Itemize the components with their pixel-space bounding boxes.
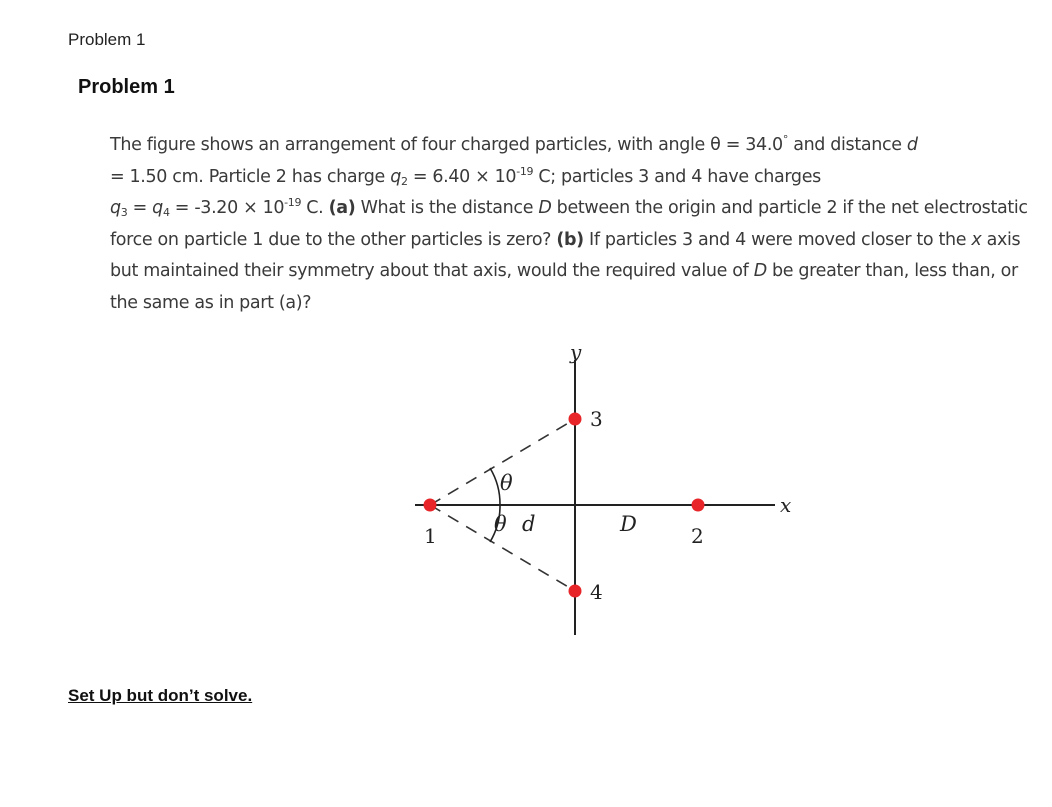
var-d: d <box>906 135 918 155</box>
exponent: -19 <box>284 196 302 209</box>
theta-label-top: θ <box>500 471 513 495</box>
y-axis-label: y <box>570 340 582 364</box>
theta-label-bottom: θ <box>494 512 507 536</box>
var-D: D <box>753 261 767 281</box>
particle-4-label: 4 <box>590 580 603 604</box>
text-segment: and distance <box>787 135 907 155</box>
var-q3: q <box>110 198 121 218</box>
degree-symbol: ° <box>782 133 788 146</box>
text-segment: = 6.40 × 10 <box>407 166 517 187</box>
subscript-3: 3 <box>120 206 128 219</box>
text-segment: What is the distance <box>355 198 539 218</box>
distance-d-label: d <box>522 512 536 536</box>
part-b-label: (b) <box>556 229 584 250</box>
var-D: D <box>538 198 552 218</box>
text-segment: be greater than, less than, or the same as in part (a)? <box>110 261 1018 313</box>
angle-value: 34.0 <box>745 135 783 155</box>
particle-2 <box>692 499 705 512</box>
setup-instruction: Set Up but don’t solve. <box>68 686 253 705</box>
part-a-label: (a) <box>328 198 356 218</box>
var-x: x <box>971 229 982 250</box>
particle-1-label: 1 <box>424 524 437 548</box>
charge-arrangement-figure <box>380 335 810 645</box>
text-segment: axis but maintained their symmetry about that axis, would the required value of <box>110 229 1021 281</box>
distance-D-label: D <box>620 512 637 536</box>
particle-2-label: 2 <box>691 524 704 548</box>
text-segment: = <box>127 198 153 218</box>
text-segment: = -3.20 × 10 <box>169 198 285 218</box>
text-segment: C; particles 3 and 4 have charges <box>533 166 821 187</box>
text-segment: = 1.50 cm. Particle 2 has charge <box>110 166 391 187</box>
problem-statement <box>110 130 1030 319</box>
x-axis-label: x <box>780 493 792 517</box>
subscript-2: 2 <box>400 174 408 188</box>
angle-arc-top <box>490 468 500 505</box>
intro-text: The figure shows an arrangement of four charged particles, with angle θ = <box>110 135 746 155</box>
particle-3 <box>569 413 582 426</box>
particle-4 <box>569 585 582 598</box>
problem-heading: Problem 1 <box>78 76 175 98</box>
subscript-4: 4 <box>162 206 170 219</box>
document-title: Problem 1 <box>68 30 146 49</box>
text-segment: If particles 3 and 4 were moved closer to the <box>583 229 972 250</box>
var-q4: q <box>152 198 163 218</box>
exponent: -19 <box>516 164 534 178</box>
text-segment: between the origin and particle 2 if the net electrostatic force on particle 1 due to the other particles is zero? <box>110 198 1028 250</box>
particle-3-label: 3 <box>590 407 603 431</box>
particle-1 <box>424 499 437 512</box>
text-segment: C. <box>301 198 329 218</box>
var-q2: q <box>390 166 401 187</box>
